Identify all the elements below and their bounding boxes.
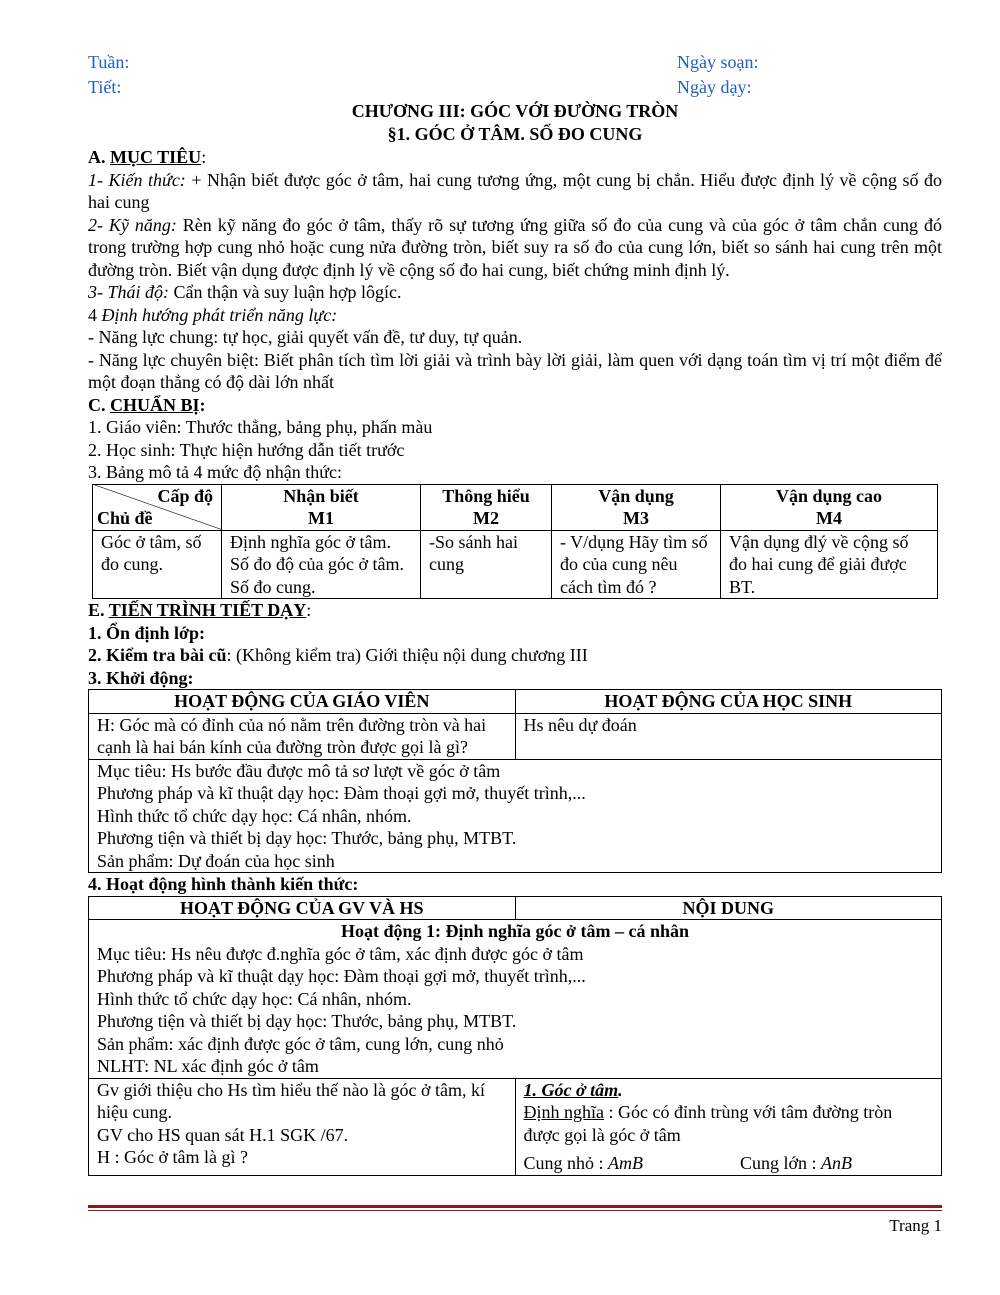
general-competency: - Năng lực chung: tự học, giải quyết vấn đề, tư duy, tự quản. <box>88 327 523 347</box>
arc-line: Cung nhỏ : AmB Cung lớn : AnB <box>523 1153 853 1173</box>
major-arc-symbol: AnB <box>821 1153 853 1173</box>
level-m4-header: Vận dụng cao M4 <box>721 484 938 530</box>
competency-heading: 4 Định hướng phát triển năng lực: <box>88 304 338 325</box>
class-setup: 1. Ổn định lớp: <box>88 622 206 643</box>
gv-hs-activity-header: HOẠT ĐỘNG CỦA GV VÀ HS <box>89 896 516 920</box>
levels-m3-cell: - V/dụng Hãy tìm số đo của cung nêu cách tìm đó ? <box>552 530 721 599</box>
footer-rule <box>88 1205 942 1211</box>
knowledge-building-heading: 4. Hoạt động hình thành kiến thức: <box>88 874 359 894</box>
attitude-goal: 3- Thái độ: Cẩn thận và suy luận hợp lôgíc. <box>88 282 402 302</box>
student-prep: 2. Học sinh: Thực hiện hướng dẫn tiết trước <box>88 439 405 460</box>
levels-topic-cell: Góc ở tâm, số đo cung. <box>93 530 222 599</box>
content-header: NỘI DUNG <box>515 896 942 920</box>
section-a-heading: A. MỤC TIÊU: <box>88 147 207 167</box>
warmup-info-cell: Mục tiêu: Hs bước đầu được mô tả sơ lượt về góc ở tâm Phương pháp và kĩ thuật dạy học: Đàm thoại gợi mở, thuyết trình,... Hình thức tổ chức dạy học: Cá nhân, nhóm. Phương tiện và thiết bị dạy học: Thước, bảng phụ, MTBT. Sản phẩm: Dự đoán của học sinh <box>89 759 942 873</box>
prep-date-label: Ngày soạn: <box>677 52 759 72</box>
minor-arc-symbol: AmB <box>608 1153 644 1173</box>
levels-table <box>92 484 938 600</box>
skill-goal: 2- Kỹ năng: Rèn kỹ năng đo góc ở tâm, thấy rõ sự tương ứng giữa số đo của cung và của góc ở tâm chắn cung đó trong trường hợp cung nhỏ hoặc cung nửa đường tròn, biết suy ra số đo của cung lớn, biết so sánh hai cung trên một đường tròn. Biết vận dụng được định lý về cộng số đo hai cung, biết chứng minh định lý. <box>88 214 942 280</box>
level-m3-header: Vận dụng M3 <box>552 484 721 530</box>
level-m2-header: Thông hiểu M2 <box>421 484 552 530</box>
teacher-question-cell: H: Góc mà có đỉnh của nó nằm trên đường tròn và hai cạnh là hai bán kính của đường tròn được gọi là gì? <box>89 713 516 759</box>
section-c-heading: C. CHUẨN BỊ: <box>88 394 206 415</box>
old-lesson-check: 2. Kiểm tra bài cũ: (Không kiểm tra) Giới thiệu nội dung chương III <box>88 645 588 665</box>
activity1-info-cell: Hoạt động 1: Định nghĩa góc ở tâm – cá nhân Mục tiêu: Hs nêu được đ.nghĩa góc ở tâm, xác định được góc ở tâm Phương pháp và kĩ thuật dạy học: Đàm thoại gợi mở, thuyết trình,... Hình thức tổ chức dạy học: Cá nhân, nhóm. Phương tiện và thiết bị dạy học: Thước, bảng phụ, MTBT. Sản phẩm: xác định được góc ở tâm, cung lớn, cung nhỏ NLHT: NL xác định góc ở tâm <box>89 920 942 1079</box>
teacher-activity-header: HOẠT ĐỘNG CỦA GIÁO VIÊN <box>89 690 516 714</box>
header-block <box>88 50 942 100</box>
level-m1-header: Nhận biết M1 <box>222 484 421 530</box>
warmup-table <box>88 689 942 873</box>
central-angle-heading: 1. Góc ở tâm. <box>523 1079 623 1100</box>
document-page <box>88 50 942 1176</box>
week-label: Tuần: <box>88 52 130 72</box>
activity1-teacher-cell: Gv giới thiệu cho Hs tìm hiểu thế nào là góc ở tâm, kí hiệu cung. GV cho HS quan sát H.1 SGK /67. H : Góc ở tâm là gì ? <box>89 1078 516 1175</box>
levels-m4-cell: Vận dụng đlý về cộng số đo hai cung để giải được BT. <box>721 530 938 599</box>
teach-date-label: Ngày dạy: <box>677 77 752 97</box>
levels-m2-cell: -So sánh hai cung <box>421 530 552 599</box>
chapter-title: CHƯƠNG III: GÓC VỚI ĐƯỜNG TRÒN <box>351 101 679 121</box>
levels-corner-cell: Cấp độ Chủ đề <box>93 484 222 530</box>
student-activity-header: HOẠT ĐỘNG CỦA HỌC SINH <box>515 690 942 714</box>
warmup-heading: 3. Khởi động: <box>88 667 194 688</box>
knowledge-goal: 1- Kiến thức: + Nhận biết được góc ở tâm, hai cung tương ứng, một cung bị chắn. Hiểu được định lý về cộng số đo hai cung <box>88 169 942 212</box>
student-answer-cell: Hs nêu dự đoán <box>515 713 942 759</box>
section-e-heading: E. TIẾN TRÌNH TIẾT DẠY: <box>88 600 312 620</box>
activity1-title: Hoạt động 1: Định nghĩa góc ở tâm – cá nhân <box>340 921 690 941</box>
teacher-prep: 1. Giáo viên: Thước thẳng, bảng phụ, phấn màu <box>88 417 433 437</box>
definition-text: Định nghĩa : Góc có đỉnh trùng với tâm đường tròn được gọi là góc ở tâm <box>523 1102 893 1145</box>
specific-competency: - Năng lực chuyên biệt: Biết phân tích tìm lời giải và trình bày lời giải, làm quen với dạng toán tìm vị trí một điểm để một đoạn thẳng có độ dài lớn nhất <box>88 349 942 392</box>
period-label: Tiết: <box>88 77 122 97</box>
levels-m1-cell: Định nghĩa góc ở tâm. Số đo độ của góc ở tâm. Số đo cung. <box>222 530 421 599</box>
levels-caption: 3. Bảng mô tả 4 mức độ nhận thức: <box>88 462 342 482</box>
lesson-title: §1. GÓC Ở TÂM. SỐ ĐO CUNG <box>387 124 643 144</box>
activity1-content-cell <box>515 1078 942 1175</box>
knowledge-table <box>88 896 942 1176</box>
page-number: Trang 1 <box>889 1216 942 1235</box>
